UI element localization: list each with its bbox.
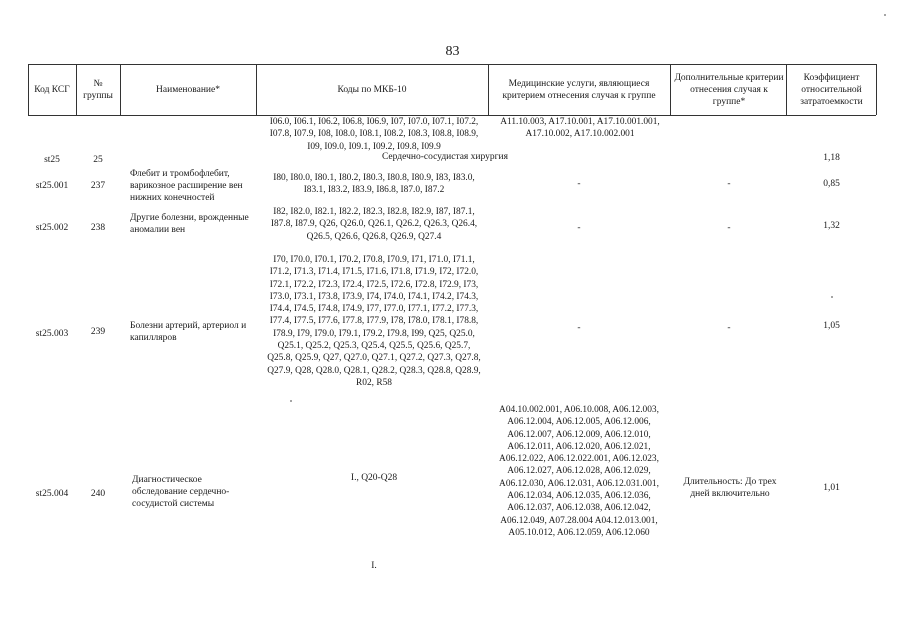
row-group: 239 [90, 327, 106, 337]
row-name: Диагностическое обследование сердечно-сосудистой системы [132, 475, 230, 509]
section-code: st25 [44, 155, 60, 165]
section-group: 25 [93, 155, 103, 165]
row-group: 237 [90, 181, 106, 191]
header-coefficient: Коэффициент относительной затратоемкости [800, 73, 863, 107]
scan-speck [884, 14, 886, 16]
row-coefficient: 0,85 [823, 179, 840, 189]
continued-icd-codes: I06.0, I06.1, I06.2, I06.8, I06.9, I07, I07.0, I07.1, I07.2, I07.8, I07.9, I08, I08.0, I08.1, I08.2, I08.3, I08.8, I08.9, I09, I09.0, I09.1, I09.2, I09.8, I09.9 [269, 117, 479, 152]
column-divider [670, 64, 671, 115]
section-title: Сердечно-сосудистая хирургия [381, 152, 508, 162]
row-extra-criteria: - [727, 179, 731, 189]
column-divider [76, 64, 77, 115]
row-coefficient: 1,05 [823, 321, 840, 331]
header-group-number: № группы [83, 79, 113, 101]
row-coefficient: 1,32 [823, 221, 840, 231]
row-code: st25.002 [35, 223, 69, 233]
row-coefficient: 1,01 [823, 483, 840, 493]
row-code: st25.003 [35, 329, 69, 339]
row-services: A04.10.002.001, A06.10.008, A06.12.003, A06.12.004, A06.12.005, A06.12.006, A06.12.007, A06.12.009, A06.12.010, A06.12.011, A06.12.020, A06.12.021, A06.12.022, A06.12.022.001, A06.12.023, A06.12.027, A06.12.028, A06.12.029, A06.12.030, A06.12.031, A06.12.031.001, A06.12.034, A06.12.035, A06.12.036, A06.12.037, A06.12.038, A06.12.042, A06.12.049, A07.28.004 A04.12.013.001, A05.10.012, A06.12.059, A06.12.060 [499, 405, 659, 538]
row-icd-codes: I70, I70.0, I70.1, I70.2, I70.8, I70.9, I71, I71.0, I71.1, I71.2, I71.3, I71.4, I71.5, I71.6, I71.8, I71.9, I72, I72.0, I72.1, I72.2, I72.3, I72.4, I72.5, I72.6, I72.8, I72.9, I73, I73.0, I73.1, I73.8, I73.9, I74, I74.0, I74.1, I74.2, I74.3, I74.4, I74.5, I74.8, I74.9, I77, I77.0, I77.1, I77.2, I77.3, I77.4, I77.5, I77.6, I77.8, I77.9, I78, I78.0, I78.1, I78.8, I78.9, I79, I79.0, I79.1, I79.2, I79.8, I99, Q25, Q25.0, Q25.1, Q25.2, Q25.3, Q25.4, Q25.5, Q25.6, Q25.7, Q25.8, Q25.9, Q27, Q27.0, Q27.1, Q27.2, Q27.3, Q27.8, Q27.9, Q28, Q28.0, Q28.1, Q28.2, Q28.3, Q28.8, Q28.9, R02, R58 [267, 255, 481, 388]
scan-speck [290, 400, 292, 402]
header-name: Наименование* [156, 85, 220, 95]
row-icd-codes: I82, I82.0, I82.1, I82.2, I82.3, I82.8, I82.9, I87, I87.1, I87.8, I87.9, Q26, Q26.0, Q26.1, Q26.2, Q26.3, Q26.4, Q26.5, Q26.6, Q26.8, Q26.9, Q27.4 [270, 207, 478, 242]
section-coefficient: 1,18 [823, 153, 840, 163]
row-icd-codes: I80, I80.0, I80.1, I80.2, I80.3, I80.8, I80.9, I83, I83.0, I83.1, I83.2, I83.9, I86.8, I87.0, I87.2 [273, 173, 475, 196]
column-divider [120, 64, 121, 115]
row-name: Болезни артерий, артериол и капилляров [130, 321, 247, 343]
column-divider [28, 64, 29, 115]
row-icd-codes: I., Q20-Q28 [350, 473, 398, 483]
row-services: - [577, 323, 581, 333]
header-extra-criteria: Дополнительные критерии отнесения случая к группе* [674, 73, 784, 107]
row-group: 238 [90, 223, 106, 233]
row-services: - [577, 179, 581, 189]
row-code: st25.001 [35, 181, 69, 191]
row-extra-criteria: - [727, 323, 731, 333]
header-services: Медицинские услуги, являющиеся критерием отнесения случая к группе [502, 79, 656, 101]
row-extra-criteria: - [727, 223, 731, 233]
scan-speck [831, 296, 833, 298]
row-name: Другие болезни, врожденные аномалии вен [130, 213, 249, 235]
row-services: - [577, 223, 581, 233]
header-code-ksg: Код КСГ [34, 85, 70, 95]
row-icd-codes-fragment: I. [371, 561, 377, 571]
header-icd-codes: Коды по МКБ-10 [337, 85, 407, 95]
row-name: Флебит и тромбофлебит, варикозное расширение вен нижних конечностей [130, 169, 243, 203]
row-group: 240 [90, 489, 106, 499]
page-number: 83 [445, 44, 460, 59]
column-divider [876, 64, 877, 115]
table-header-top-border [28, 64, 876, 65]
column-divider [256, 64, 257, 115]
row-extra-criteria: Длительность: До трех дней включительно [683, 477, 777, 499]
continued-services: A11.10.003, A17.10.001, A17.10.001.001, A17.10.002, A17.10.002.001 [500, 117, 660, 140]
row-code: st25.004 [35, 489, 69, 499]
column-divider [488, 64, 489, 115]
column-divider [786, 64, 787, 115]
